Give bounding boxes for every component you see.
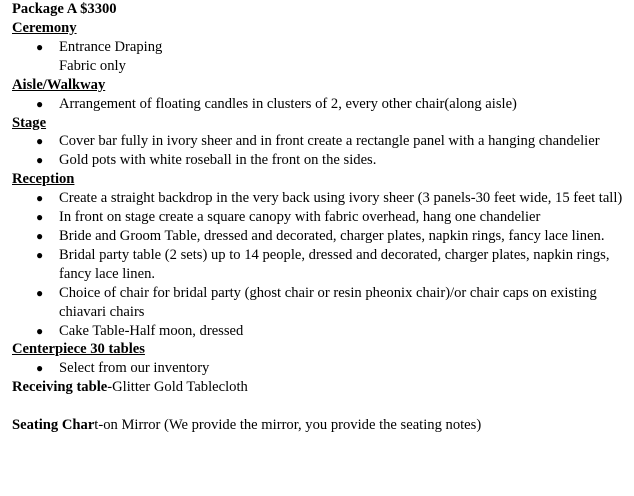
list-item (12, 189, 624, 208)
bullet-icon: ● (36, 134, 44, 149)
bullet-icon: ● (36, 247, 44, 262)
bullet-icon: ● (36, 361, 44, 376)
seating-chart-line (12, 416, 624, 435)
bullet-icon: ● (36, 323, 44, 338)
list-item-text: Bridal party table (2 sets) up to 14 people, dressed and decorated, charger plates, napkin rings, fancy lace linen. (59, 246, 610, 282)
spacer (12, 397, 624, 416)
stage-list (12, 132, 624, 170)
section-heading-stage: Stage (12, 114, 47, 131)
bullet-icon: ● (36, 153, 44, 168)
receiving-table-label: Receiving table (12, 379, 108, 396)
section-heading-reception: Reception (12, 171, 75, 188)
list-item (12, 322, 624, 341)
list-item-text: Create a straight backdrop in the very back using ivory sheer (3 panels-30 feet wide, 15 feet tall) (59, 190, 623, 207)
list-item (12, 359, 624, 378)
section-heading-centerpiece: Centerpiece 30 tables (12, 341, 145, 358)
list-item (12, 95, 624, 114)
bullet-icon: ● (36, 228, 44, 243)
list-item-text: Cover bar fully in ivory sheer and in front create a rectangle panel with a hanging chandelier (59, 133, 600, 150)
list-item-text: Arrangement of floating candles in clusters of 2, every other chair(along aisle) (59, 95, 517, 112)
receiving-table-text: -Glitter Gold Tablecloth (107, 379, 248, 396)
list-item-text: Bride and Groom Table, dressed and decorated, charger plates, napkin rings, fancy lace linen. (59, 227, 605, 244)
list-item-text: In front on stage create a square canopy with fabric overhead, hang one chandelier (59, 209, 541, 226)
list-item (12, 227, 624, 246)
list-item (12, 38, 624, 57)
package-title: Package A $3300 (12, 1, 117, 17)
list-item (12, 208, 624, 227)
list-item (12, 151, 624, 170)
bullet-icon: ● (36, 96, 44, 111)
ceremony-sub-line: Fabric only (59, 57, 126, 74)
list-item-text: Choice of chair for bridal party (ghost chair or resin pheonix chair)/or chair caps on existing chiavari chairs (59, 284, 597, 320)
list-item-text: Entrance Draping (59, 38, 163, 55)
reception-list (12, 189, 624, 340)
aisle-list (12, 95, 624, 114)
ceremony-list (12, 38, 624, 57)
list-item-text: Gold pots with white roseball in the front on the sides. (59, 152, 377, 169)
receiving-table-line (12, 378, 624, 397)
seating-chart-text: t-on Mirror (We provide the mirror, you provide the seating notes) (94, 417, 482, 434)
bullet-icon: ● (36, 39, 44, 54)
list-item-text: Select from our inventory (59, 360, 210, 377)
bullet-icon: ● (36, 191, 44, 206)
bullet-icon: ● (36, 210, 44, 225)
section-heading-ceremony: Ceremony (12, 20, 77, 36)
list-item-text: Cake Table-Half moon, dressed (59, 322, 244, 339)
seating-chart-label: Seating Char (12, 417, 95, 434)
section-heading-aisle: Aisle/Walkway (12, 76, 106, 93)
centerpiece-list (12, 359, 624, 378)
list-item (12, 284, 624, 322)
list-item (12, 132, 624, 151)
bullet-icon: ● (36, 285, 44, 300)
list-item (12, 246, 624, 284)
